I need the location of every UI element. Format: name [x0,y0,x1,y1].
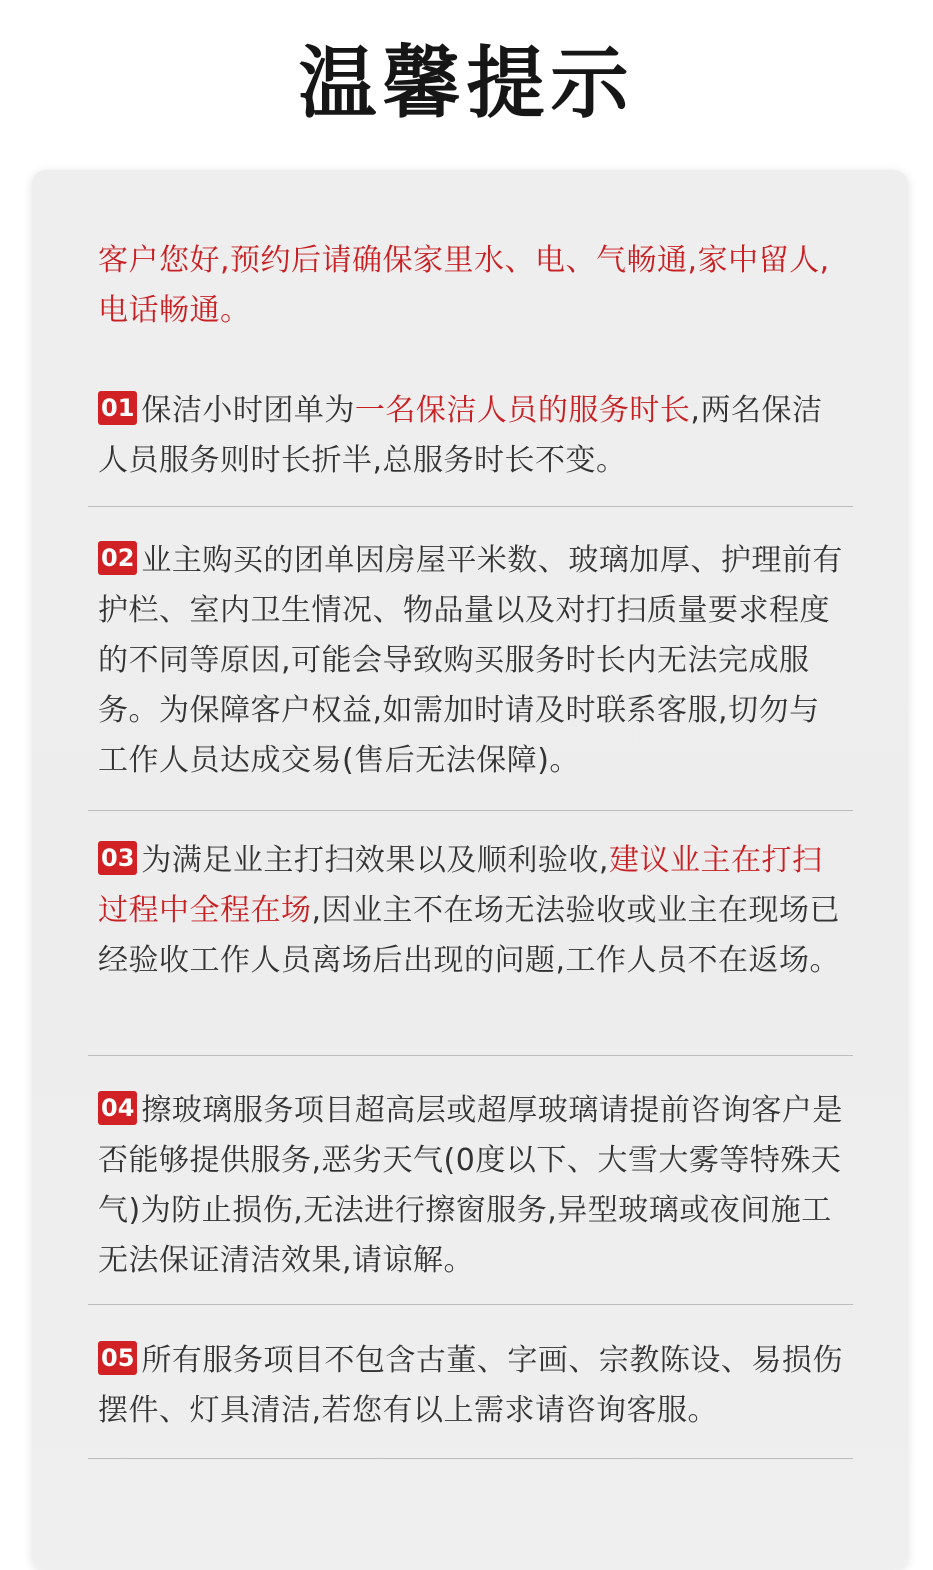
item-number-badge: 03 [98,841,137,875]
item-highlight: 一名保洁人员的服务时长 [354,393,691,428]
divider [88,1055,853,1056]
item-text: 为满足业主打扫效果以及顺利验收, [141,843,609,878]
item-text: 业主购买的团单因房屋平米数、玻璃加厚、护理前有护栏、室内卫生情况、物品量以及对打扫质量要求程度的不同等原因,可能会导致购买服务时长内无法完成服务。为保障客户权益,如需加时请及时联系客服,切勿与工作人员达成交易(售后无法保障)。 [98,543,843,778]
item-number-badge: 04 [98,1091,137,1125]
item-number-badge: 01 [98,391,137,425]
notice-item-02 [98,536,850,786]
notice-item-04 [98,1086,850,1286]
item-text: 擦玻璃服务项目超高层或超厚玻璃请提前咨询客户是否能够提供服务,恶劣天气(0度以下、大雪大雾等特殊天气)为防止损伤,无法进行擦窗服务,异型玻璃或夜间施工无法保证清洁效果,请谅解。 [98,1093,843,1278]
notice-item-01 [98,386,850,486]
divider [88,506,853,507]
item-text: 所有服务项目不包含古董、字画、宗教陈设、易损伤摆件、灯具清洁,若您有以上需求请咨询客服。 [98,1343,843,1428]
divider [88,1458,853,1459]
notice-item-03 [98,836,850,986]
item-text-tail: ,两名保洁人员服务则时长折半,总服务时长不变。 [98,393,823,478]
item-text: 保洁小时团单为 [141,393,355,428]
divider [88,1304,853,1305]
item-number-badge: 02 [98,541,137,575]
page-title: 温馨提示 [298,39,635,129]
divider [88,810,853,811]
item-text-tail: ,因业主不在场无法验收或业主在现场已经验收工作人员离场后出现的问题,工作人员不在返场。 [98,893,841,978]
item-number-badge: 05 [98,1341,137,1375]
item-highlight: 建议业主在打扫过程中全程在场 [98,843,823,928]
intro-text: 客户您好,预约后请确保家里水、电、气畅通,家中留人,电话畅通。 [98,243,830,328]
notice-item-05 [98,1336,850,1436]
